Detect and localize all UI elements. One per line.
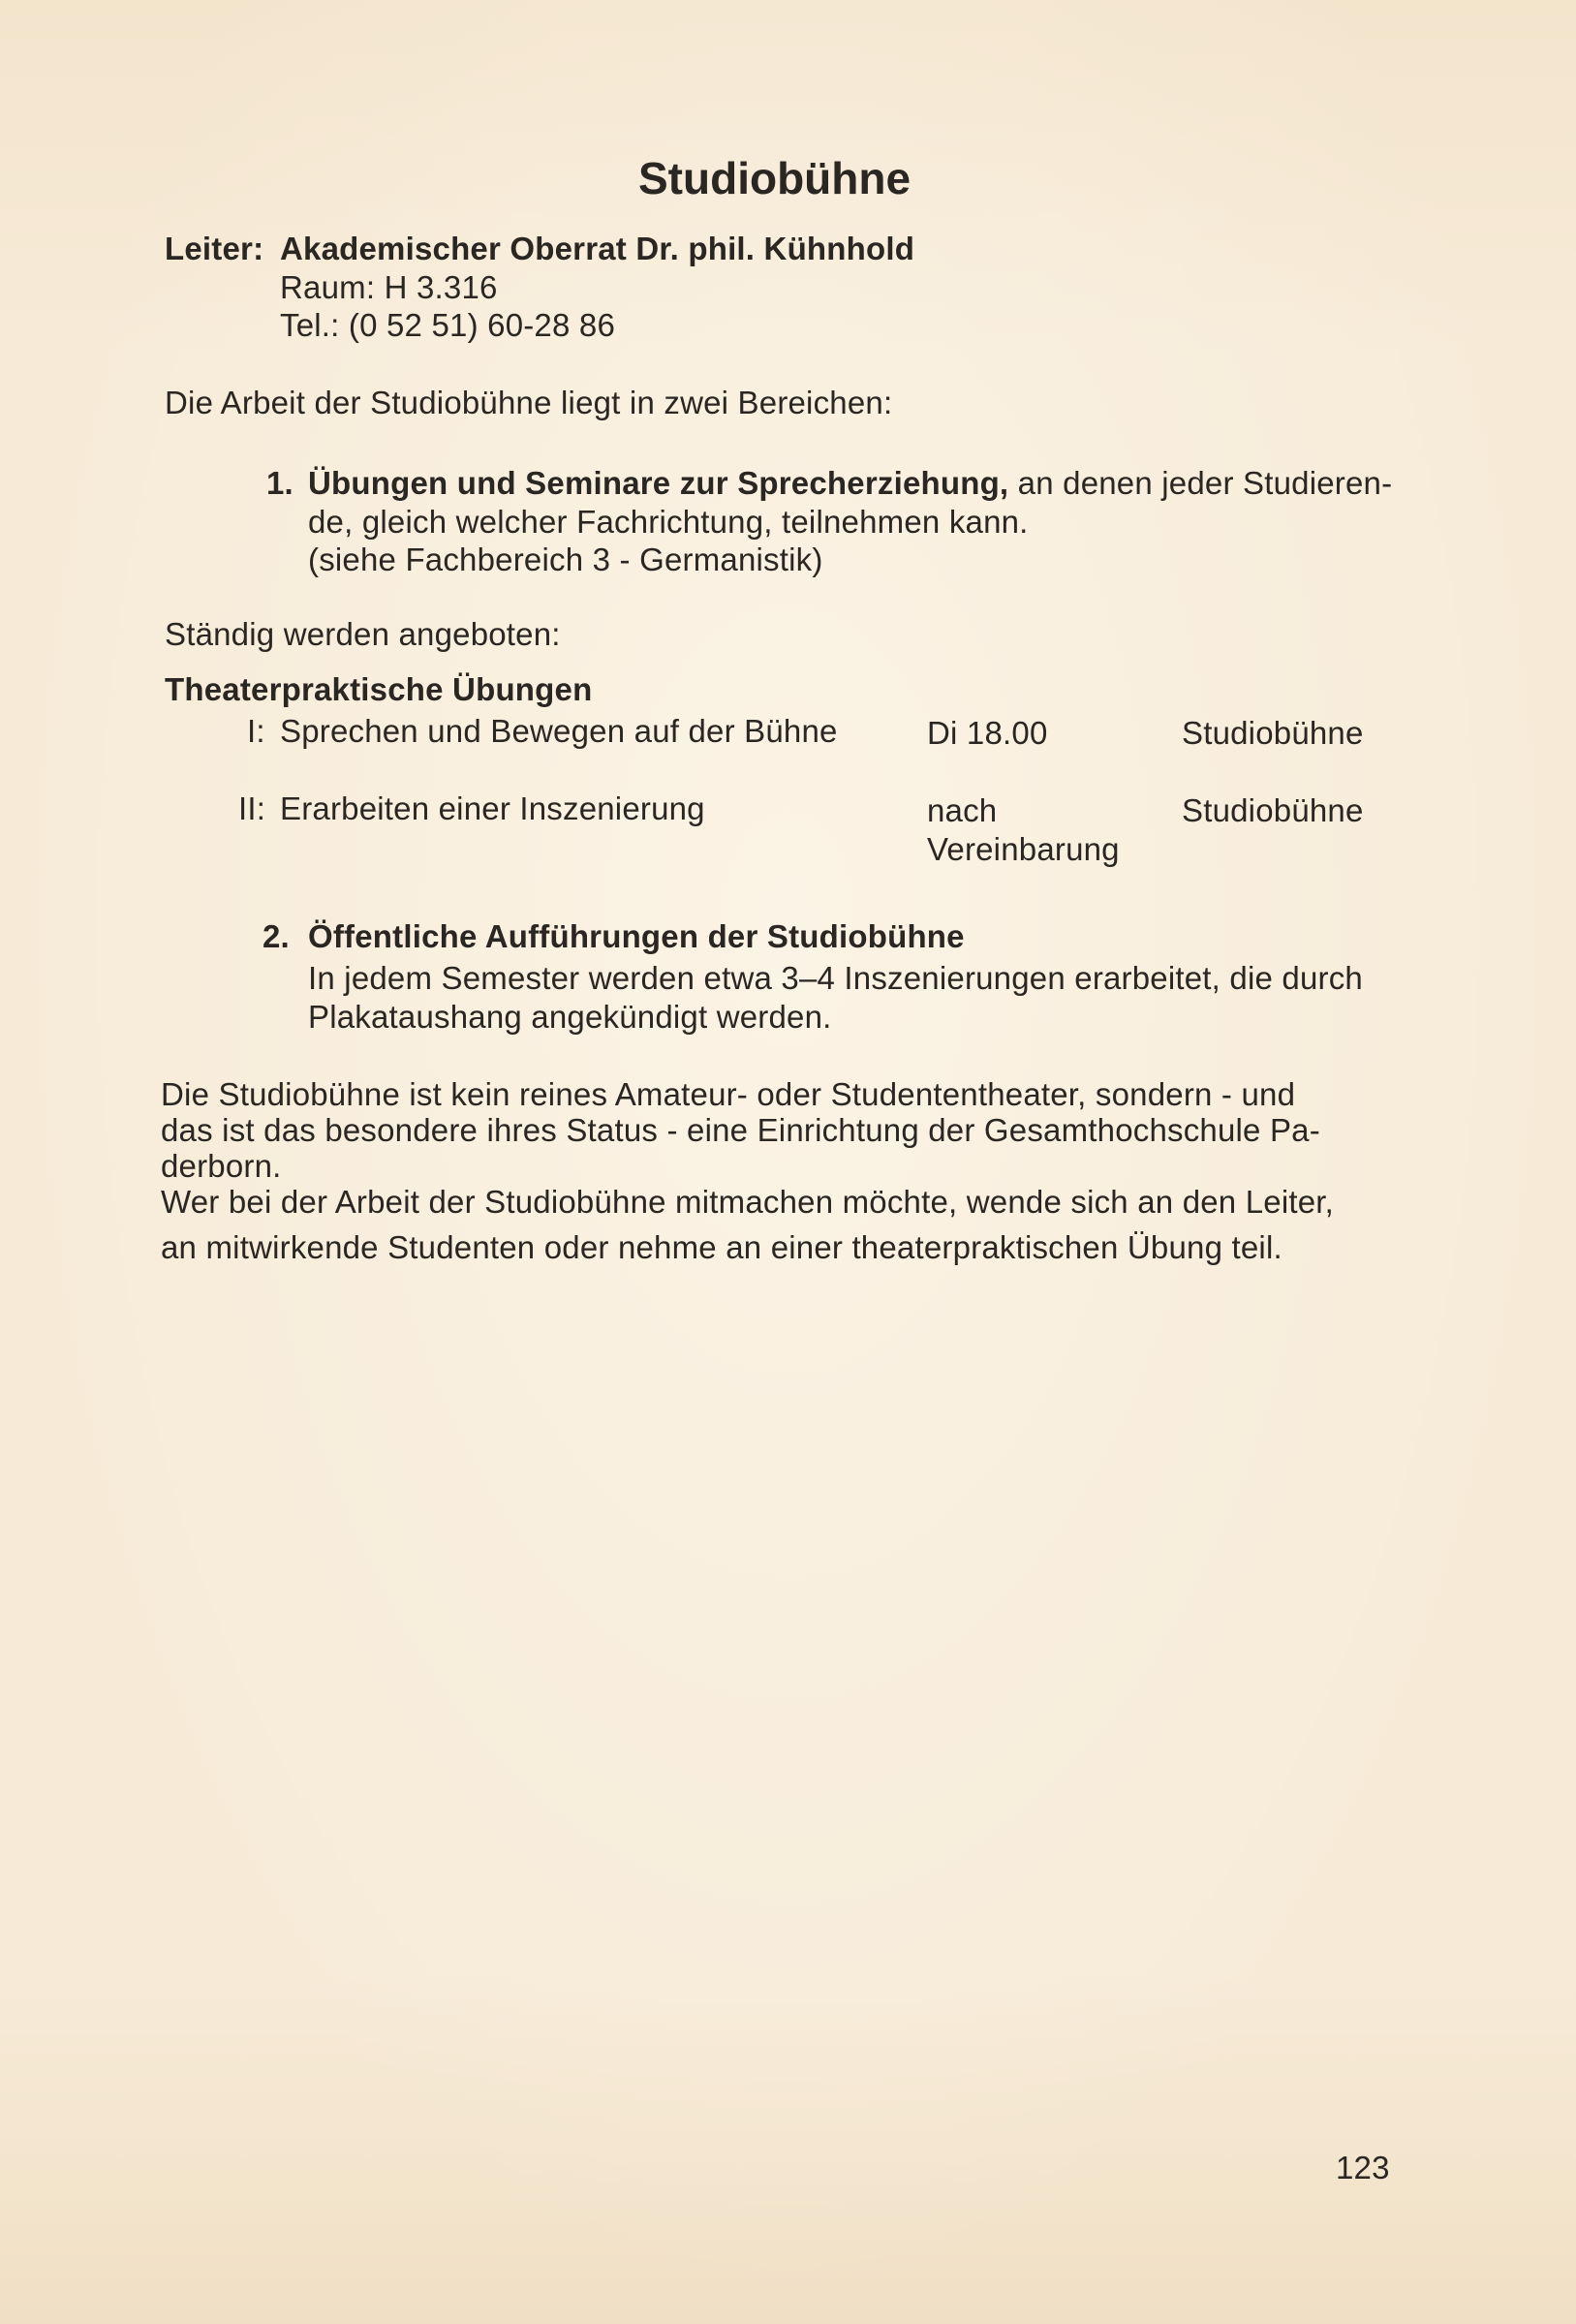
section2-number: 2. [263, 918, 290, 954]
leader-name: Akademischer Oberrat Dr. phil. Kühnhold [280, 231, 915, 266]
section1-heading: Übungen und Seminare zur Sprecherziehung, [308, 465, 1009, 501]
section1-line2: de, gleich welcher Fachrichtung, teilnehmen kann. [308, 504, 1029, 540]
section2-line2: Plakataushang angekündigt werden. [308, 999, 832, 1035]
row1-title: Sprechen und Bewegen auf der Bühne [280, 713, 838, 749]
page-title: Studiobühne [638, 153, 912, 203]
section1-line3: (siehe Fachbereich 3 - Germanistik) [308, 542, 823, 577]
closing-line-5: an mitwirkende Studenten oder nehme an einer theaterpraktischen Übung teil. [161, 1229, 1282, 1265]
row1-number: I: [247, 713, 265, 749]
practical-heading: Theaterpraktische Übungen [165, 671, 593, 707]
row1-time: Di 18.00 [927, 715, 1048, 751]
offered-text: Ständig werden angeboten: [165, 616, 561, 652]
section2-heading: Öffentliche Aufführungen der Studiobühne [308, 918, 965, 954]
leader-phone: Tel.: (0 52 51) 60-28 86 [280, 307, 616, 343]
row2-time: nach [927, 792, 998, 828]
row2-number: II: [238, 790, 266, 826]
section1-line1 [308, 464, 1392, 503]
row2-title: Erarbeiten einer Inszenierung [280, 790, 705, 826]
row2-time-cont: Vereinbarung [927, 831, 1120, 867]
section2-line1: In jedem Semester werden etwa 3–4 Inszenierungen erarbeitet, die durch [308, 960, 1363, 996]
row2-place: Studiobühne [1182, 792, 1364, 828]
section1-number: 1. [266, 465, 294, 501]
closing-line-2: das ist das besondere ihres Status - eine Einrichtung der Gesamthochschule Pa- [161, 1112, 1320, 1148]
closing-line-4: Wer bei der Arbeit der Studiobühne mitmachen möchte, wende sich an den Leiter, [161, 1184, 1335, 1220]
leader-room: Raum: H 3.316 [280, 269, 498, 305]
row1-place: Studiobühne [1182, 715, 1364, 751]
page-number: 123 [1336, 2150, 1390, 2185]
section1-line1-rest: an denen jeder Studieren- [1017, 465, 1393, 501]
closing-line-3: derborn. [161, 1148, 282, 1184]
intro-text: Die Arbeit der Studiobühne liegt in zwei Bereichen: [165, 385, 893, 420]
leader-label: Leiter: [165, 231, 264, 266]
closing-line-1: Die Studiobühne ist kein reines Amateur- oder Studententheater, sondern - und [161, 1076, 1296, 1112]
